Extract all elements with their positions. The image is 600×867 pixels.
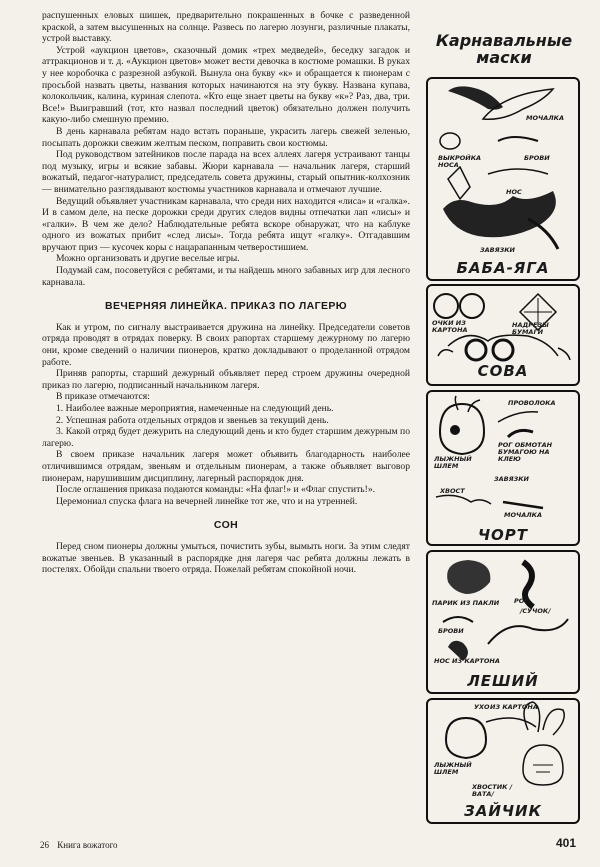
label-horn: РОГ ОБМОТАН БУМАГОЮ НА КЛЕЮ [498, 441, 553, 463]
label-paper-cuts: НАДРЕЗЫ БУМАГИ [512, 321, 549, 336]
label-ear: УХО [474, 703, 490, 711]
section-heading-sleep: СОН [213, 519, 239, 532]
mask-panel-chort [426, 390, 580, 546]
paragraph: Перед сном пионеры должны умыться, почистить зубы, вымыть ноги. За этим следят вожатые звеньев. В указанный в распорядке дня лагеря час ребята должны лежать в постелях. Обойди спальни твоего отряда. Пожелай ребятам спокойной ночи. [42, 540, 410, 576]
label-tail: ХВОСТ [440, 487, 465, 495]
list-item: 1. Наиболее важные мероприятия, намеченные на следующий день. [56, 403, 334, 414]
sidebar-title [420, 32, 588, 66]
list-item: 2. Успешная работа отдельных отрядов и звеньев за текущий день. [56, 414, 329, 426]
mask-panel-leshiy [426, 550, 580, 694]
paragraph: Как и утром, по сигналу выстраивается дружина на линейку. Председатели советов отряда проводят в отрядах поверку. В своих рапортах старшему дежурному по лагерю они, кроме сведений о наличии пионеров, кратко докладывают о проделанной отрядом работе. [42, 321, 410, 368]
list-item: 3. Какой отряд будет дежурить на следующий день и кто будет старшим дежурным по лагерю. [42, 426, 410, 449]
label-cardboard-nose: НОС ИЗ КАРТОНА [434, 657, 500, 665]
label-ties: ЗАВЯЗКИ [480, 246, 515, 254]
page-number-left: 26 [40, 840, 49, 850]
mask-panel-baba-yaga [426, 77, 580, 281]
section-heading-evening: ВЕЧЕРНЯЯ ЛИНЕЙКА. ПРИКАЗ ПО ЛАГЕРЮ [105, 300, 347, 313]
label-twig: /СУЧОК/ [520, 607, 551, 615]
paragraph: В приказе отмечаются: [56, 391, 150, 403]
paragraph: В день карнавала ребятам надо встать пораньше, украсить лагерь свежей зеленью, посыпать дорожки свежим желтым песком, поправить свои костюмы. [42, 125, 410, 149]
book-title: Книга вожатого [57, 840, 118, 850]
mask-name-leshiy: ЛЕШИЙ [467, 672, 539, 690]
mask-name-sova: СОВА [477, 362, 529, 380]
mask-panel-sova [426, 284, 580, 386]
label-mochalka: МОЧАЛКА [504, 511, 543, 519]
mask-name-baba-yaga: БАБА-ЯГА [456, 259, 550, 277]
paragraph: В своем приказе начальник лагеря может объявить благодарность наиболее отличившимся отрядам, звеньям и отдельным пионерам, а также объявляет выговор пионерам, нарушившим дисциплину, лагерный распорядок дня. [42, 449, 410, 484]
paragraph: Подумай сам, посоветуйся с ребятами, и ты найдешь много забавных игр для лесного карнавала. [42, 265, 410, 288]
label-ski-helmet: ЛЫЖНЫЙ ШЛЕМ [434, 761, 472, 776]
page-number-right: 401 [556, 836, 577, 850]
paragraph: Ведущий объявляет участникам карнавала, что среди них находится «лиса» и «галка». И в самом деле, на песке дорожки среди других следов видны отпечатки лап «лисы» и «галки». В чем же дело? Наблюдательные ребята вскоре обнаружат, что на каблуке одного из вожатых прибит «след лисы». Тогда ребята ищут «галку». Отгадавшим вручают приз — кусочек коры с нацарапанным четверостишием. [42, 195, 410, 253]
label-ski-helmet: ЛЫЖНЫЙ ШЛЕМ [434, 455, 472, 470]
carnival-masks-illustration [420, 22, 588, 822]
mask-panel-zaichik [426, 698, 580, 824]
label-eyebrows: БРОВИ [524, 154, 550, 162]
label-tow-wig: ПАРИК ИЗ ПАКЛИ [432, 599, 500, 607]
label-nose-pattern: ВЫКРОЙКА НОСА [438, 154, 482, 169]
label-ties: ЗАВЯЗКИ [494, 475, 529, 483]
mask-name-chort: ЧОРТ [477, 526, 529, 544]
paragraph: Под руководством затейников после парада на всех аллеях лагеря устраивают танцы под музыку, игры и всякие забавы. Жюри карнавала — начальник лагеря, старший вожатый, педагог-натуралист, председатель совета дружины, старый опытник-колхозник — внимательно разглядывают костюмы участников карнавала и отмечают лучшие. [42, 149, 410, 195]
paragraph: Церемониал спуска флага на вечерней линейке тот же, что и на утренней. [56, 495, 358, 507]
sidebar-title-line1: Карнавальные [435, 31, 573, 50]
label-horn: РОГ [514, 597, 529, 605]
label-from-cardboard: ИЗ КАРТОНА [490, 703, 538, 711]
paragraph: Приняв рапорты, старший дежурный объявляет перед строем дружины очередной приказ по лагерю, подписанный начальником лагеря. [42, 368, 410, 391]
label-cardboard-glasses: ОЧКИ ИЗ КАРТОНА [432, 319, 468, 334]
leshiy-mask-drawing-icon [428, 552, 578, 692]
label-cotton-tail: ХВОСТИК /ВАТА/ [472, 783, 513, 798]
label-nose: НОС [506, 188, 522, 196]
paragraph: После оглашения приказа подаются команды: «На флаг!» и «Флаг спустить!». [56, 484, 376, 496]
paragraph: Можно организовать и другие веселые игры. [56, 253, 240, 265]
mask-name-zaichik: ЗАЙЧИК [464, 802, 542, 820]
label-eyebrows: БРОВИ [438, 627, 464, 635]
label-mochalka: МОЧАЛКА [526, 114, 565, 122]
main-text-column [42, 10, 410, 576]
sidebar-title-line2: маски [476, 48, 532, 67]
label-wire: ПРОВОЛОКА [508, 399, 556, 407]
paragraph: распушенных еловых шишек, предварительно покрашенных в бочке с разведенной краской, а затем высушенных на солнце. Развесь по лагерю лозунги, различные плакаты, устрой выставку. [42, 10, 410, 45]
footer-left [40, 840, 124, 850]
paragraph: Устрой «аукцион цветов», сказочный домик «трех медведей», беседку загадок и аттракционов и т. д. «Аукцион цветов» может вести девочка в костюме ромашки. В руках у нее коробочка с разрезной азбукой. Вынула она букву «к» и обращается к пионерам с просьбой назвать цветы, названия которых начинаются на эту букву. Названа купава, колокольчик, калина, куриная слепота. «Кто еще знает цветы на букву «к»? Раз, два, три. Все!» Выигравший (тот, кто назвал последний цветок) обязательно должен получить какую-либо смешную премию. [42, 44, 410, 126]
